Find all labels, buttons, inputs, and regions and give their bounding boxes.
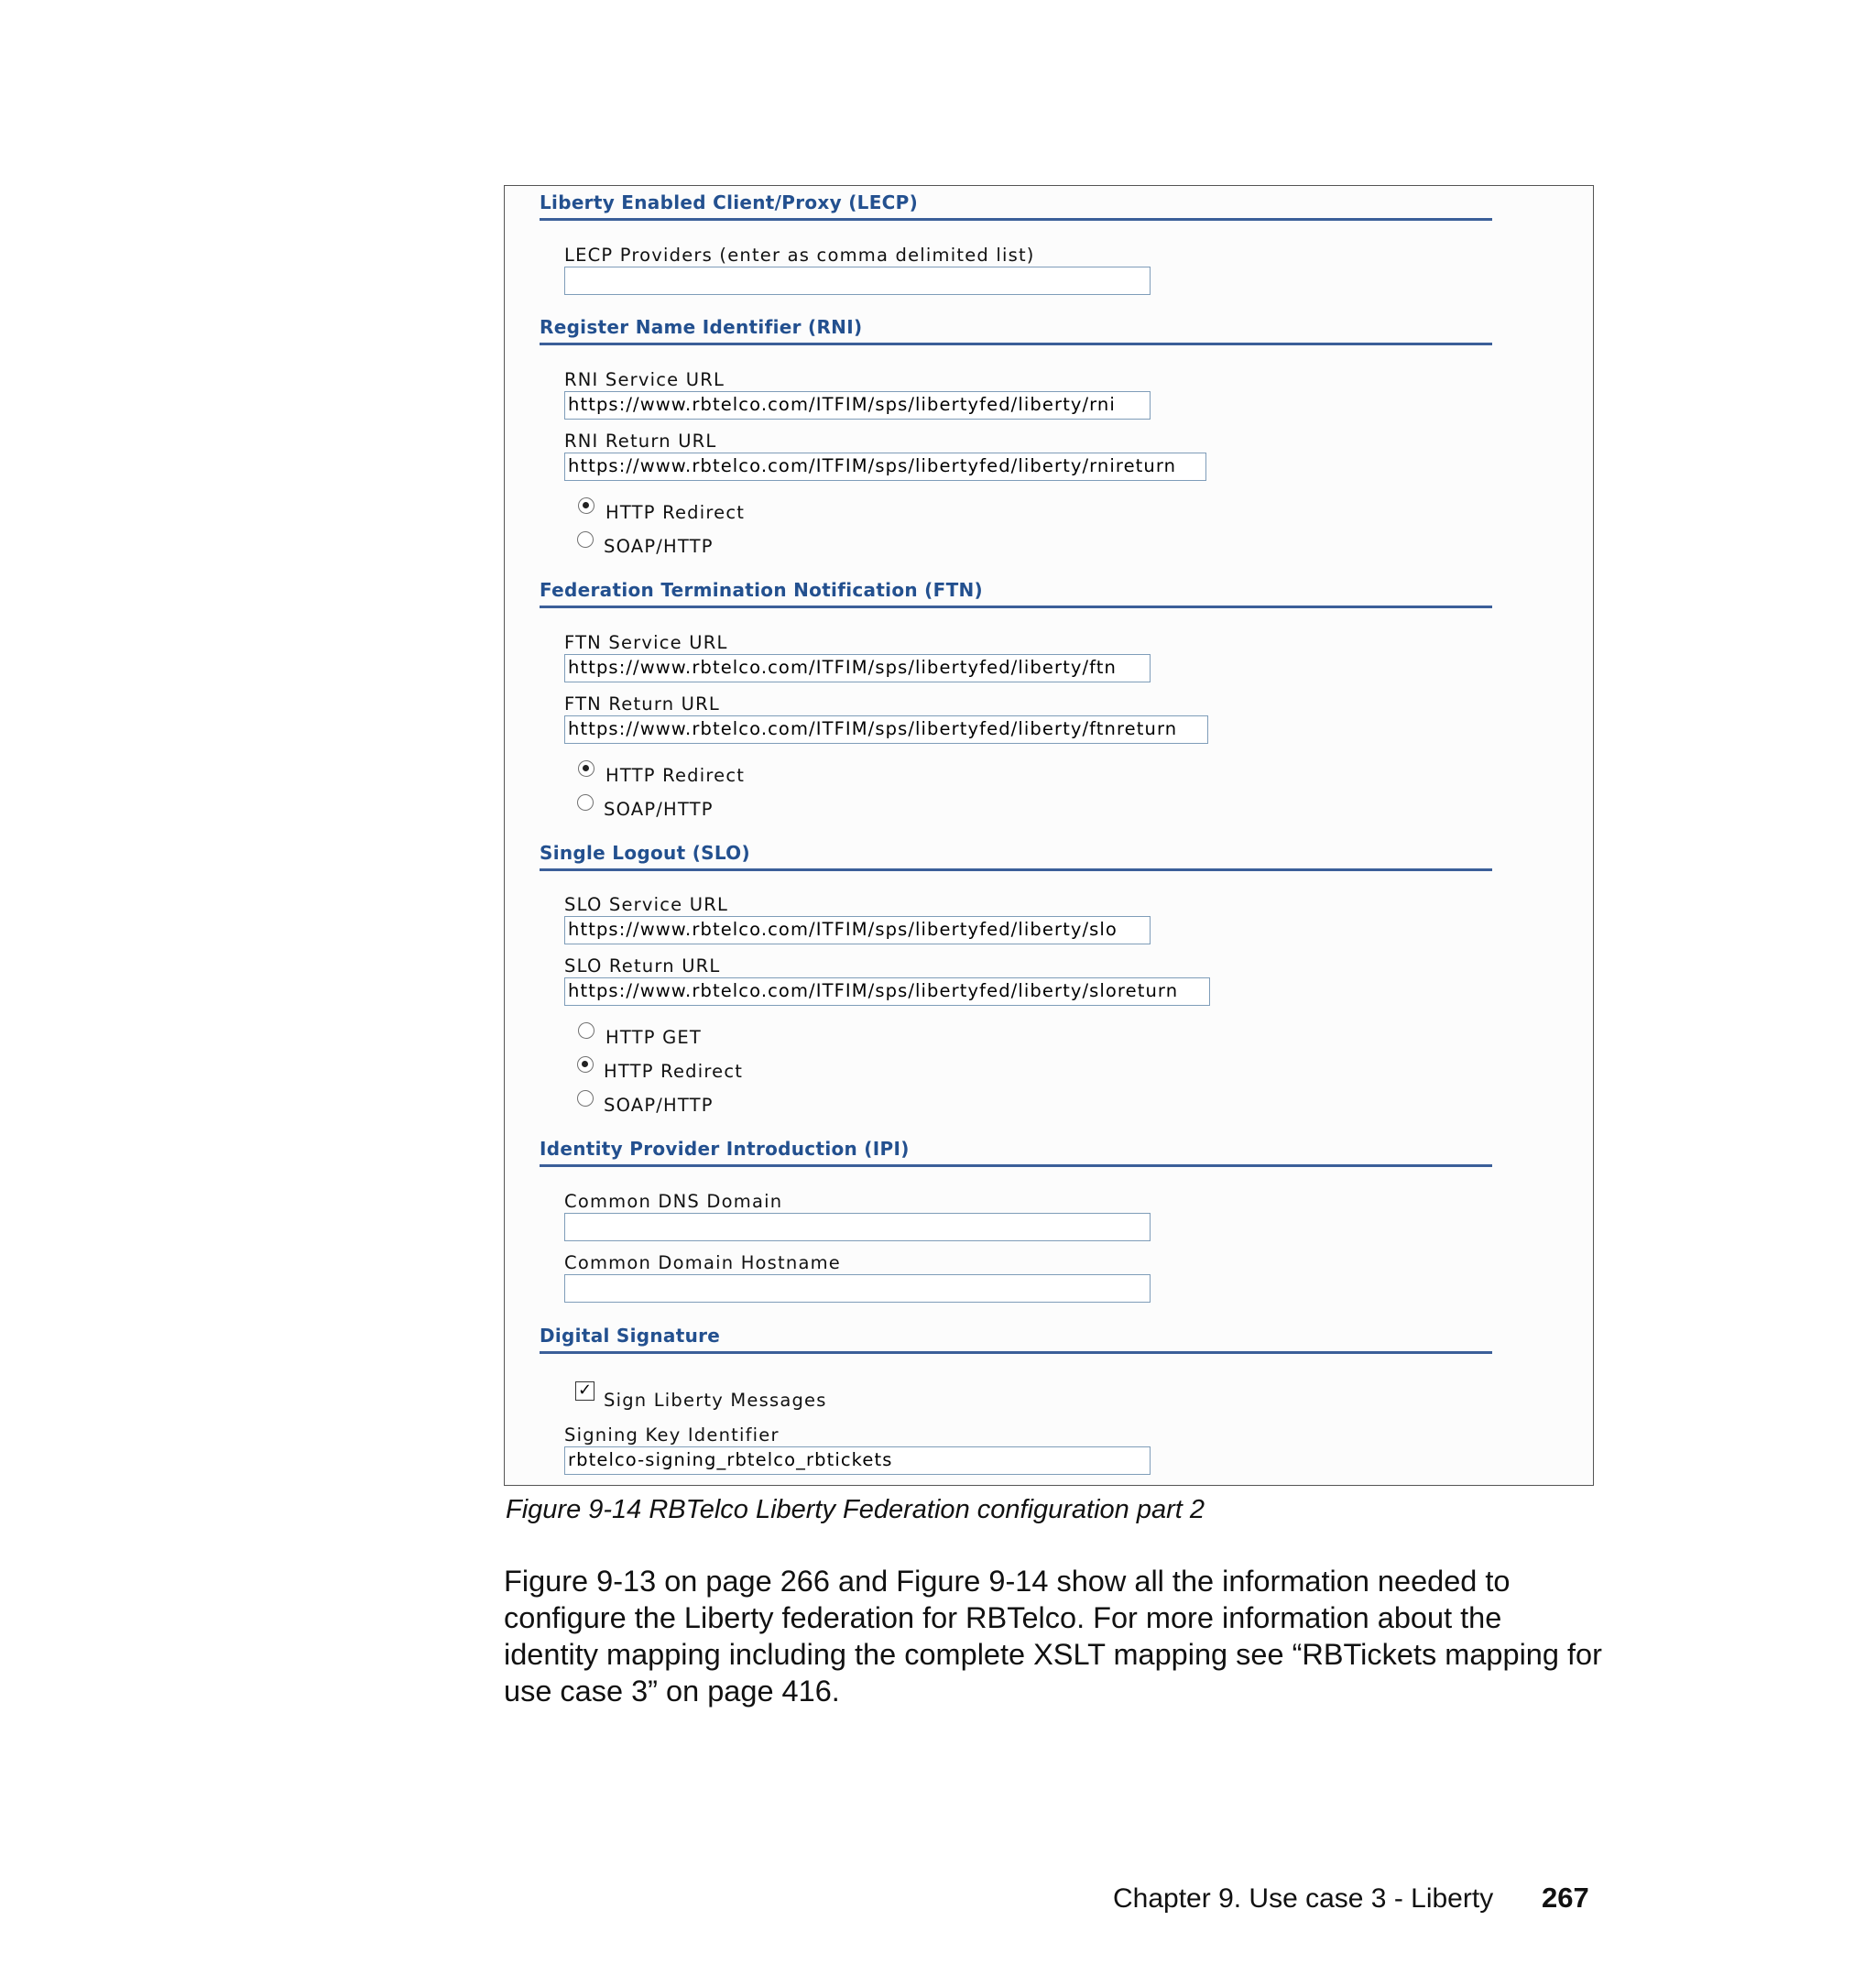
- ftn-return-url-input[interactable]: https://www.rbtelco.com/ITFIM/sps/libertyfed/liberty/ftnreturn: [564, 715, 1208, 744]
- section-title-digital-signature: Digital Signature: [540, 1323, 1492, 1354]
- section-title-lecp: Liberty Enabled Client/Proxy (LECP): [540, 190, 1492, 221]
- slo-service-url-input[interactable]: https://www.rbtelco.com/ITFIM/sps/libertyfed/liberty/slo: [564, 916, 1151, 944]
- common-domain-hostname-input[interactable]: [564, 1274, 1151, 1303]
- body-paragraph: Figure 9-13 on page 266 and Figure 9-14 show all the information needed to configure the Liberty federation for RBTelco. For more information about the identity mapping including the complete XSLT mapping see “RBTickets mapping for use case 3” on page 416.: [504, 1565, 1602, 1708]
- rni-return-url-label: RNI Return URL: [564, 431, 717, 452]
- lecp-providers-input[interactable]: [564, 267, 1151, 295]
- slo-http-redirect-label: HTTP Redirect: [604, 1061, 744, 1082]
- section-title-ftn: Federation Termination Notification (FTN): [540, 577, 1492, 608]
- rni-service-url-label: RNI Service URL: [564, 369, 725, 390]
- rni-http-redirect-label: HTTP Redirect: [605, 502, 746, 523]
- rni-service-url-input[interactable]: https://www.rbtelco.com/ITFIM/sps/libertyfed/liberty/rni: [564, 391, 1151, 420]
- footer-chapter-title: Chapter 9. Use case 3 - Liberty: [1113, 1883, 1494, 1914]
- sign-liberty-messages-label: Sign Liberty Messages: [604, 1390, 827, 1411]
- ftn-service-url-input[interactable]: https://www.rbtelco.com/ITFIM/sps/libertyfed/liberty/ftn: [564, 654, 1151, 682]
- ftn-service-url-label: FTN Service URL: [564, 632, 728, 653]
- slo-http-redirect-radio[interactable]: [577, 1056, 594, 1073]
- slo-return-url-input[interactable]: https://www.rbtelco.com/ITFIM/sps/libertyfed/liberty/sloreturn: [564, 977, 1210, 1006]
- signing-key-identifier-input[interactable]: rbtelco-signing_rbtelco_rbtickets: [564, 1446, 1151, 1475]
- figure-caption: Figure 9-14 RBTelco Liberty Federation configuration part 2: [506, 1495, 1205, 1524]
- lecp-providers-label: LECP Providers (enter as comma delimited list): [564, 245, 1035, 266]
- ftn-http-redirect-radio[interactable]: [578, 760, 594, 777]
- ftn-soap-http-label: SOAP/HTTP: [604, 799, 714, 820]
- slo-http-get-label: HTTP GET: [605, 1027, 703, 1048]
- section-title-rni: Register Name Identifier (RNI): [540, 314, 1492, 345]
- page-number: 267: [1542, 1882, 1589, 1914]
- configuration-screenshot: [504, 185, 1594, 1486]
- slo-soap-http-radio[interactable]: [577, 1090, 594, 1107]
- signing-key-identifier-label: Signing Key Identifier: [564, 1424, 780, 1446]
- common-domain-hostname-label: Common Domain Hostname: [564, 1252, 841, 1273]
- section-title-ipi: Identity Provider Introduction (IPI): [540, 1136, 1492, 1167]
- slo-soap-http-label: SOAP/HTTP: [604, 1095, 714, 1116]
- slo-http-get-radio[interactable]: [578, 1022, 594, 1039]
- ftn-http-redirect-label: HTTP Redirect: [605, 765, 746, 786]
- rni-soap-http-label: SOAP/HTTP: [604, 536, 714, 557]
- ftn-return-url-label: FTN Return URL: [564, 693, 720, 715]
- rni-return-url-input[interactable]: https://www.rbtelco.com/ITFIM/sps/libertyfed/liberty/rnireturn: [564, 453, 1206, 481]
- common-dns-domain-label: Common DNS Domain: [564, 1191, 783, 1212]
- rni-http-redirect-radio[interactable]: [578, 497, 594, 514]
- sign-liberty-messages-checkbox[interactable]: [575, 1381, 594, 1401]
- common-dns-domain-input[interactable]: [564, 1213, 1151, 1241]
- slo-service-url-label: SLO Service URL: [564, 894, 729, 915]
- ftn-soap-http-radio[interactable]: [577, 794, 594, 811]
- section-title-slo: Single Logout (SLO): [540, 840, 1492, 871]
- slo-return-url-label: SLO Return URL: [564, 955, 721, 977]
- checkmark-icon: ✓: [577, 1380, 593, 1400]
- rni-soap-http-radio[interactable]: [577, 531, 594, 548]
